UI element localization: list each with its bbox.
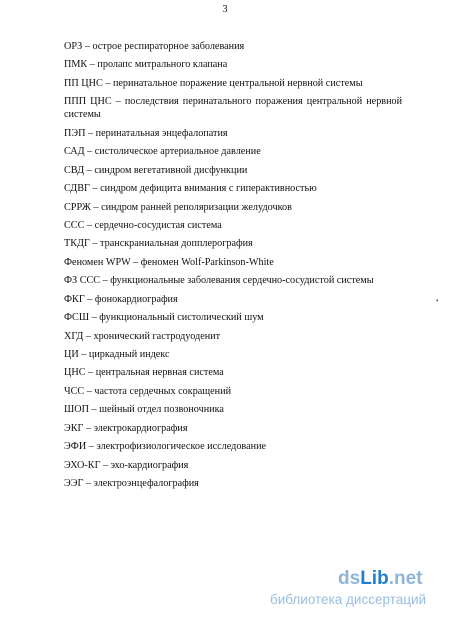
- watermark-tagline: библиотека диссертаций: [270, 592, 427, 607]
- abbreviations-list: [64, 40, 430, 496]
- list-item: ШОП – шейный отдел позвоночника: [64, 404, 224, 416]
- logo-net: .net: [388, 568, 423, 589]
- logo-ds: ds: [338, 568, 361, 589]
- page-number: 3: [222, 4, 228, 15]
- list-item: ФКГ – фонокардиография: [64, 293, 178, 305]
- list-item: ПМК – пролапс митрального клапана: [64, 59, 228, 71]
- list-item: ХГД – хронический гастродуоденит: [64, 330, 221, 342]
- list-item: ЭФИ – электрофизиологическое исследование: [64, 441, 267, 453]
- watermark-logo: [338, 568, 422, 590]
- list-item: ПЭП – перинатальная энцефалопатия: [64, 127, 228, 139]
- list-item: ЧСС – частота сердечных сокращений: [64, 385, 232, 397]
- margin-dot: •: [436, 297, 439, 305]
- list-item: ЦИ – циркадный индекс: [64, 349, 170, 360]
- list-item: САД – систолическое артериальное давление: [64, 146, 261, 158]
- list-item: ФЗ ССС – функциональные заболевания сердечно-сосудистой системы: [64, 275, 374, 287]
- list-item: ОРЗ – острое респираторное заболевания: [64, 41, 245, 52]
- list-item: [64, 95, 430, 121]
- list-item: СДВГ – синдром дефицита внимания с гиперактивностью: [64, 183, 317, 195]
- list-item: СВД – синдром вегетативной дисфункции: [64, 164, 248, 176]
- list-item: СРРЖ – синдром ранней реполяризации желудочков: [64, 201, 292, 213]
- list-item: ЭКГ – электрокардиография: [64, 422, 188, 434]
- list-item: ФСШ – функциональный систолический шум: [64, 312, 264, 324]
- list-item: ПП ЦНС – перинатальное поражение центральной нервной системы: [64, 77, 363, 89]
- list-item: ЦНС – центральная нервная система: [64, 367, 224, 379]
- list-item: Феномен WPW – феномен Wolf-Parkinson-White: [64, 256, 274, 268]
- list-item: ЭЭГ – электроэнцефалография: [64, 478, 199, 490]
- list-item-line: ППП ЦНС – последствия перинатального поражения центральной нервной: [64, 96, 403, 108]
- list-item-continuation: системы: [64, 109, 101, 121]
- list-item: ЭХО-КГ – эхо-кардиография: [64, 459, 189, 471]
- logo-lib: Lib: [360, 568, 389, 589]
- list-item: ТКДГ – транскраниальная допплерография: [64, 238, 253, 250]
- list-item: ССС – сердечно-сосудистая система: [64, 219, 222, 231]
